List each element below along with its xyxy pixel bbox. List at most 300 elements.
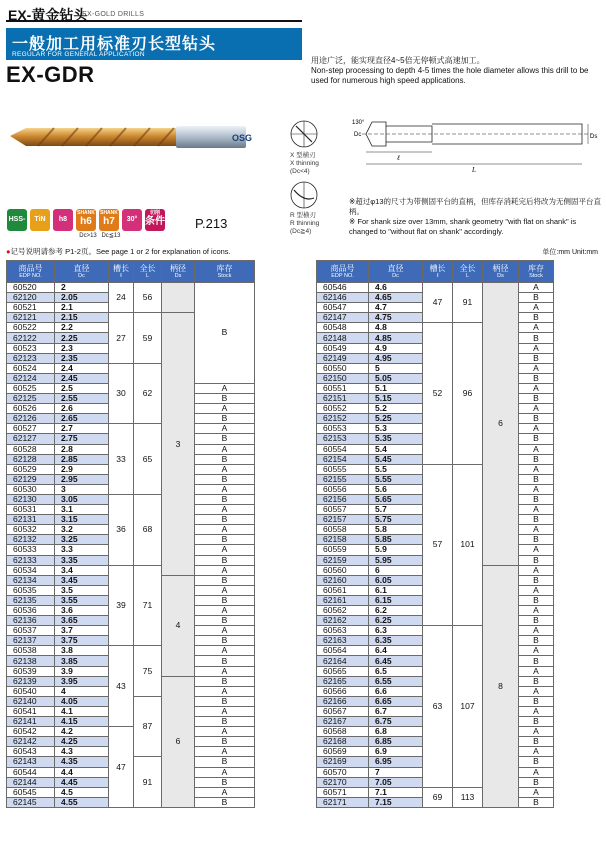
diameter-value: 3.1 [55,505,109,515]
edp-number: 62170 [317,777,369,787]
edp-number: 60541 [7,706,55,716]
stock-value: A [195,626,255,636]
shank-dia-value: 4 [162,575,195,676]
overall-length-value: 113 [453,787,483,807]
table-row [7,283,255,293]
edp-number: 62142 [7,737,55,747]
svg-text:Ds: Ds [590,134,598,140]
diameter-value: 6.7 [369,706,423,716]
flute-length-value: 57 [423,464,453,626]
diameter-value: 5.25 [369,414,423,424]
table-row [7,424,255,434]
stock-value: A [195,545,255,555]
diameter-value: 2.8 [55,444,109,454]
diameter-value: 4.85 [369,333,423,343]
overall-length-value: 59 [134,313,162,363]
stock-value: A [519,323,554,333]
edp-number: 62129 [7,474,55,484]
col-dc: 直径 Dc [55,261,109,283]
diameter-value: 5.8 [369,525,423,535]
diameter-value: 5.4 [369,444,423,454]
series-title: EX-黄金钻头 [8,7,88,23]
edp-number: 62158 [317,535,369,545]
flute-length-value: 69 [423,787,453,807]
stock-value: B [195,595,255,605]
diameter-value: 5.95 [369,555,423,565]
stock-value: B [519,454,554,464]
edp-number: 62145 [7,797,55,807]
stock-value: B [195,555,255,565]
diameter-value: 6.05 [369,575,423,585]
flute-length-value: 24 [109,283,134,313]
diameter-value: 2.5 [55,383,109,393]
diameter-value: 3.25 [55,535,109,545]
diameter-value: 4.95 [369,353,423,363]
diameter-value: 2.15 [55,313,109,323]
h8-tolerance-icon: h8 [53,209,73,231]
stock-value: A [195,767,255,777]
table-row [7,727,255,737]
diameter-value: 3.3 [55,545,109,555]
diameter-value: 3.05 [55,494,109,504]
diameter-value: 5.85 [369,535,423,545]
diameter-value: 4.5 [55,787,109,797]
stock-value: B [519,636,554,646]
stock-value: A [519,505,554,515]
edp-number: 60553 [317,424,369,434]
title-banner [6,28,302,60]
stock-value: A [195,424,255,434]
diameter-value: 5.9 [369,545,423,555]
edp-number: 62122 [7,333,55,343]
bullet-icon: ● [6,247,11,256]
edp-number: 60540 [7,686,55,696]
edp-number: 60526 [7,404,55,414]
edp-number: 62169 [317,757,369,767]
edp-number: 60554 [317,444,369,454]
col-overall-length: 全长 L [134,261,162,283]
edp-number: 62124 [7,373,55,383]
edp-number: 62150 [317,373,369,383]
stock-value: A [195,787,255,797]
description-en: Non-step processing to depth 4-5 times the hole diameter allows this drill to be used for numerous high speed applications. [311,66,589,85]
svg-text:Dc: Dc [354,132,362,138]
stock-value: A [519,444,554,454]
flute-length-value: 39 [109,565,134,646]
shank-h6-icon: SHANK h6 Dc>13 [77,210,97,239]
edp-number: 62143 [7,757,55,767]
note-zh: ※超过φ13的尺寸为带侧固平台的直柄，但库存消耗完后将改为无侧固平台直柄。 [349,197,601,216]
svg-text:ℓ: ℓ [397,154,400,162]
stock-value: A [195,383,255,393]
stock-value: B [519,394,554,404]
diameter-value: 5.7 [369,505,423,515]
table-row [317,464,554,474]
edp-number: 60531 [7,505,55,515]
diameter-value: 3 [55,484,109,494]
unit-label: 单位:mm Unit:mm [542,249,598,256]
overall-length-value: 91 [134,757,162,807]
stock-value: A [195,747,255,757]
edp-number: 62146 [317,293,369,303]
col-flute-length: 槽长 ℓ [109,261,134,283]
diameter-value: 7.1 [369,787,423,797]
edp-number: 62139 [7,676,55,686]
description [311,56,603,86]
edp-number: 62163 [317,636,369,646]
shank-dia-value: 8 [483,565,519,807]
edp-number: 60559 [317,545,369,555]
cutting-conditions-icon: 切削 条件 [145,209,165,231]
shank-h7-icon: SHANK h7 Dc≦13 [100,210,121,239]
stock-value: A [519,464,554,474]
diameter-value: 5 [369,363,423,373]
table-row [317,626,554,636]
stock-value: B [519,313,554,323]
edp-number: 60544 [7,767,55,777]
diameter-value: 2.7 [55,424,109,434]
stock-value: A [519,767,554,777]
table-row [7,494,255,504]
edp-number: 62131 [7,515,55,525]
diameter-value: 5.35 [369,434,423,444]
x-thinning-label: X 型横刃 X thinning (Dc<4) [290,152,319,175]
edp-number: 62151 [317,394,369,404]
edp-number: 62147 [317,313,369,323]
edp-number: 62130 [7,494,55,504]
stock-value: B [519,575,554,585]
edp-number: 60536 [7,606,55,616]
edp-number: 60530 [7,484,55,494]
overall-length-value: 96 [453,323,483,464]
helix-30-icon: 30° [122,209,142,231]
stock-value: B [519,515,554,525]
cutting-conditions-page[interactable]: P.213 [195,216,228,231]
series-subtitle: EX-GOLD DRILLS [82,11,145,18]
diameter-value: 3.75 [55,636,109,646]
flute-length-value: 47 [423,283,453,323]
flute-length-value: 36 [109,494,134,565]
diameter-value: 2 [55,283,109,293]
diameter-value: 6.95 [369,757,423,767]
overall-length-value: 91 [453,283,483,323]
stock-value: A [519,666,554,676]
stock-value: B [519,757,554,767]
stock-value: A [195,727,255,737]
diameter-value: 6 [369,565,423,575]
diameter-value: 2.3 [55,343,109,353]
edp-number: 60532 [7,525,55,535]
col-flute-length: 槽长 ℓ [423,261,453,283]
diameter-value: 6.2 [369,606,423,616]
edp-number: 60549 [317,343,369,353]
table-row [317,323,554,333]
edp-number: 60546 [317,283,369,293]
edp-number: 60525 [7,383,55,393]
stock-value: B [519,797,554,807]
edp-number: 62125 [7,394,55,404]
edp-number: 60537 [7,626,55,636]
flute-length-value: 30 [109,363,134,424]
stock-value: B [195,636,255,646]
diameter-value: 7.15 [369,797,423,807]
diameter-value: 4.65 [369,293,423,303]
flute-length-value: 52 [423,323,453,464]
stock-value: A [519,383,554,393]
stock-value: A [195,646,255,656]
edp-number: 62144 [7,777,55,787]
edp-number: 60560 [317,565,369,575]
edp-number: 62120 [7,293,55,303]
overall-length-value: 101 [453,464,483,626]
banner-title: 一般加工用标准刃长型钻头 [12,36,217,53]
stock-value: B [195,616,255,626]
col-dc: 直径 Dc [369,261,423,283]
edp-number: 60547 [317,303,369,313]
diameter-value: 3.8 [55,646,109,656]
stock-value: B [195,414,255,424]
edp-number: 62168 [317,737,369,747]
diameter-value: 7 [369,767,423,777]
col-shank-dia: 柄径 Ds [483,261,519,283]
edp-number: 62141 [7,717,55,727]
diameter-value: 2.95 [55,474,109,484]
stock-value: B [195,717,255,727]
stock-value: B [195,777,255,787]
stock-value: A [195,706,255,716]
stock-value: A [519,646,554,656]
stock-value: A [195,484,255,494]
diameter-value: 5.3 [369,424,423,434]
r-thinning-label: R 型横刃 R thinning (Dc≧4) [290,212,320,235]
shank-dia-value: 6 [483,283,519,566]
drill-illustration [8,112,253,162]
diameter-value: 5.1 [369,383,423,393]
tin-coating-icon: TiN [30,209,50,231]
stock-value: B [519,333,554,343]
diameter-value: 4.7 [369,303,423,313]
edp-number: 62161 [317,595,369,605]
edp-number: 60521 [7,303,55,313]
diameter-value: 6.55 [369,676,423,686]
edp-number: 60571 [317,787,369,797]
diameter-value: 3.7 [55,626,109,636]
table-row [317,787,554,797]
stock-value: A [519,343,554,353]
stock-value: B [519,353,554,363]
edp-number: 60543 [7,747,55,757]
diameter-value: 6.75 [369,717,423,727]
edp-number: 62128 [7,454,55,464]
edp-number: 60568 [317,727,369,737]
edp-number: 60539 [7,666,55,676]
stock-value: A [519,727,554,737]
stock-value: A [519,303,554,313]
diameter-value: 4.9 [369,343,423,353]
shank-dia-value: 6 [162,676,195,807]
diameter-value: 5.05 [369,373,423,383]
edp-number: 60550 [317,363,369,373]
stock-value: A [195,606,255,616]
diameter-value: 5.2 [369,404,423,414]
diameter-value: 6.3 [369,626,423,636]
stock-value: B [195,434,255,444]
stock-value: A [195,404,255,414]
stock-value: B [519,373,554,383]
edp-number: 62154 [317,454,369,464]
diameter-value: 2.25 [55,333,109,343]
point-angle: 130° [352,120,365,126]
edp-number: 62123 [7,353,55,363]
diameter-value: 3.2 [55,525,109,535]
col-shank-dia: 柄径 Ds [162,261,195,283]
stock-value: B [195,575,255,585]
stock-value: A [519,706,554,716]
stock-value: B [519,737,554,747]
diameter-value: 6.25 [369,616,423,626]
edp-number: 62160 [317,575,369,585]
edp-number: 60565 [317,666,369,676]
svg-text:OSG: OSG [232,133,253,143]
flute-length-value: 33 [109,424,134,495]
diameter-value: 4.05 [55,696,109,706]
stock-value: B [195,474,255,484]
stock-value: B [195,394,255,404]
edp-number: 60561 [317,585,369,595]
edp-number: 60535 [7,585,55,595]
flute-length-value: 43 [109,646,134,727]
edp-number: 60534 [7,565,55,575]
stock-value: A [195,686,255,696]
diameter-value: 2.05 [55,293,109,303]
stock-value: B [519,696,554,706]
edp-number: 62137 [7,636,55,646]
stock-value: B [519,434,554,444]
stock-value: A [195,505,255,515]
edp-number: 60567 [317,706,369,716]
edp-number: 60542 [7,727,55,737]
stock-value: A [519,363,554,373]
stock-value: A [519,747,554,757]
edp-number: 62157 [317,515,369,525]
diameter-value: 6.9 [369,747,423,757]
diameter-value: 3.35 [55,555,109,565]
edp-number: 62133 [7,555,55,565]
diameter-value: 5.65 [369,494,423,504]
diameter-value: 6.15 [369,595,423,605]
spec-table-left [6,260,255,808]
flute-length-value: 27 [109,313,134,363]
feature-icons [7,209,307,243]
edp-number: 62159 [317,555,369,565]
stock-value: B [519,777,554,787]
stock-value: B [519,555,554,565]
edp-number: 60528 [7,444,55,454]
diameter-value: 2.1 [55,303,109,313]
edp-number: 60552 [317,404,369,414]
diameter-value: 2.4 [55,363,109,373]
diameter-value: 3.6 [55,606,109,616]
stock-value: B [195,515,255,525]
diameter-value: 2.9 [55,464,109,474]
flute-length-value: 63 [423,626,453,788]
edp-number: 60527 [7,424,55,434]
stock-value: B [195,454,255,464]
edp-number: 60558 [317,525,369,535]
edp-number: 62132 [7,535,55,545]
stock-value: A [519,585,554,595]
edp-number: 60570 [317,767,369,777]
overall-length-value: 75 [134,646,162,696]
col-stock: 库存 Stock [519,261,554,283]
stock-value: B [519,676,554,686]
stock-value: A [195,525,255,535]
diameter-value: 6.45 [369,656,423,666]
diameter-value: 4.1 [55,706,109,716]
diameter-value: 6.6 [369,686,423,696]
overall-length-value: 107 [453,626,483,788]
diameter-value: 3.85 [55,656,109,666]
overall-length-value: 62 [134,363,162,424]
edp-number: 62121 [7,313,55,323]
shank-dia-value: 3 [162,313,195,575]
edp-number: 60524 [7,363,55,373]
diameter-value: 2.6 [55,404,109,414]
edp-number: 62136 [7,616,55,626]
stock-value: B [519,474,554,484]
overall-length-value: 56 [134,283,162,313]
stock-value: B [519,535,554,545]
edp-number: 62162 [317,616,369,626]
edp-number: 60566 [317,686,369,696]
stock-value: B [519,414,554,424]
diameter-value: 4.6 [369,283,423,293]
diameter-value: 3.9 [55,666,109,676]
spec-table-right [316,260,554,808]
edp-number: 62149 [317,353,369,363]
diameter-value: 3.95 [55,676,109,686]
table-row [317,283,554,293]
edp-number: 60523 [7,343,55,353]
diameter-value: 2.55 [55,394,109,404]
stock-value: A [519,565,554,575]
diameter-value: 6.4 [369,646,423,656]
diameter-value: 6.8 [369,727,423,737]
stock-value: A [519,484,554,494]
overall-length-value: 68 [134,494,162,565]
edp-number: 62152 [317,414,369,424]
edp-number: 60563 [317,626,369,636]
diameter-value: 6.85 [369,737,423,747]
stock-value: B [195,656,255,666]
edp-number: 60538 [7,646,55,656]
diameter-value: 5.5 [369,464,423,474]
edp-number: 60562 [317,606,369,616]
diameter-value: 6.35 [369,636,423,646]
edp-number: 62127 [7,434,55,444]
edp-number: 62126 [7,414,55,424]
stock-value: B [195,757,255,767]
diameter-value: 2.75 [55,434,109,444]
diameter-value: 4.25 [55,737,109,747]
diameter-value: 6.65 [369,696,423,706]
stock-value: A [195,666,255,676]
stock-value: A [519,283,554,293]
diameter-value: 5.6 [369,484,423,494]
stock-value: B [195,283,255,384]
diameter-value: 5.75 [369,515,423,525]
col-overall-length: 全长 L [453,261,483,283]
